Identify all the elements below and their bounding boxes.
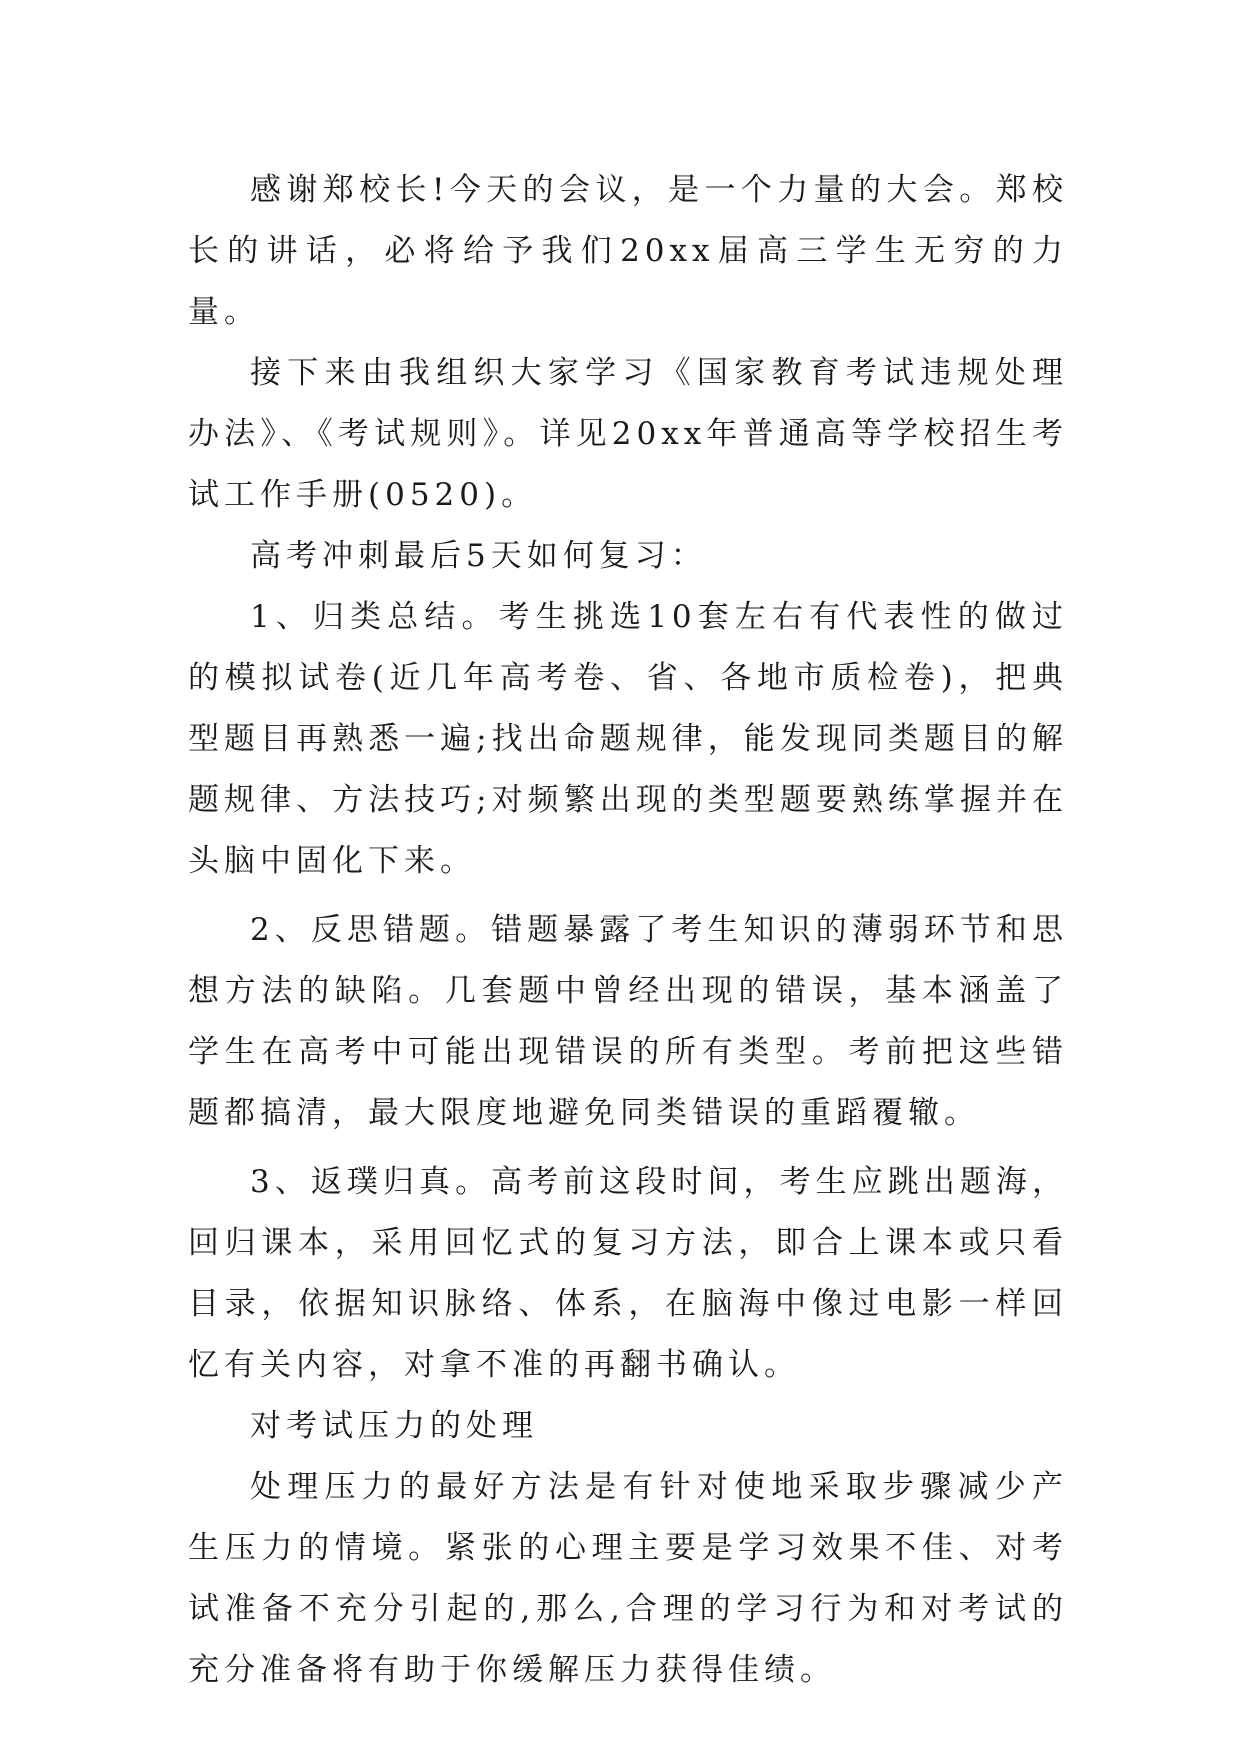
section-heading-pressure: 对考试压力的处理 [250, 1408, 538, 1444]
document-body [188, 160, 1068, 1701]
paragraph-point-3: 3、返璞归真。高考前这段时间，考生应跳出题海，回归课本，采用回忆式的复习方法，即合上课本或只看目录，依据知识脉络、体系，在脑海中像过电影一样回忆有关内容，对拿不准的再翻书确认。 [188, 1164, 1068, 1383]
paragraph-point-1: 1、归类总结。考生挑选10套左右有代表性的做过的模拟试卷(近几年高考卷、省、各地市质检卷)，把典型题目再熟悉一遍;找出命题规律，能发现同类题目的解题规律、方法技巧;对频繁出现的类型题要熟练掌握并在头脑中固化下来。 [188, 599, 1068, 879]
paragraph-study-rules: 接下来由我组织大家学习《国家教育考试违规处理办法》、《考试规则》。详见20xx年普通高等学校招生考试工作手册(0520)。 [188, 355, 1068, 513]
paragraph-pressure: 处理压力的最好方法是有针对使地采取步骤减少产生压力的情境。紧张的心理主要是学习效果不佳、对考试准备不充分引起的,那么,合理的学习行为和对考试的充分准备将有助于你缓解压力获得佳绩。 [188, 1469, 1068, 1688]
paragraph-thanks: 感谢郑校长!今天的会议，是一个力量的大会。郑校长的讲话，必将给予我们20xx届高三学生无穷的力量。 [188, 172, 1068, 330]
paragraph-point-2: 2、反思错题。错题暴露了考生知识的薄弱环节和思想方法的缺陷。几套题中曾经出现的错误，基本涵盖了学生在高考中可能出现错误的所有类型。考前把这些错题都搞清，最大限度地避免同类错误的重蹈覆辙。 [188, 912, 1068, 1131]
paragraph-review-intro: 高考冲刺最后5天如何复习： [250, 538, 707, 574]
